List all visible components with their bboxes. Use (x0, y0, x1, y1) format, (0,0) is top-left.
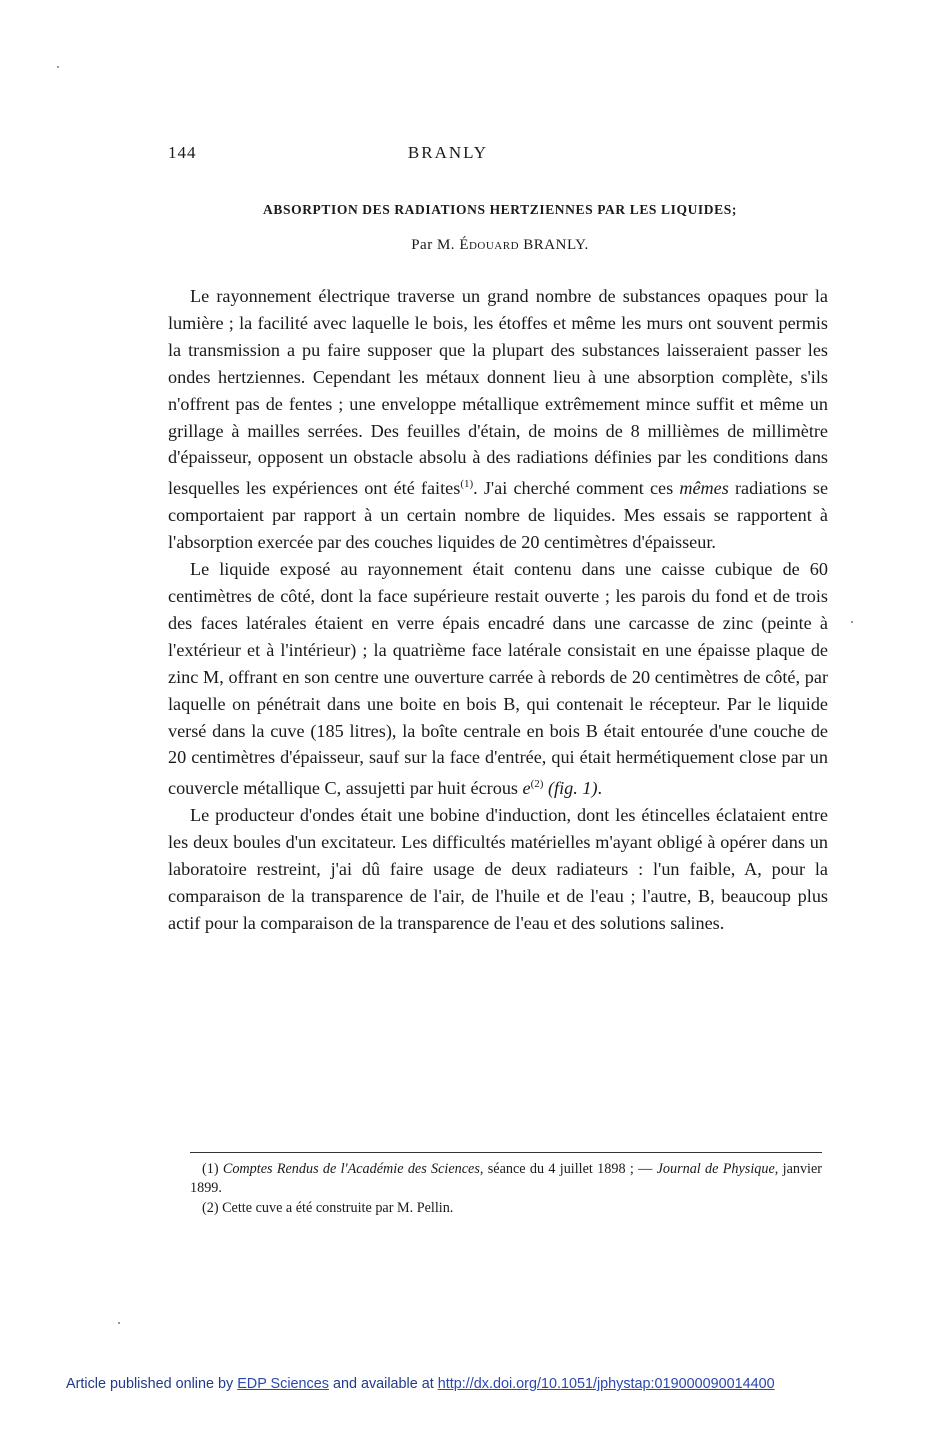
article-body (168, 283, 828, 937)
running-head-author: BRANLY (407, 143, 489, 162)
scan-speck (851, 621, 853, 623)
paragraph-2-text: Le liquide exposé au rayonnement était contenu dans une caisse cubique de 60 centimètres de côté, dont la face supérieure restait ouverte ; les parois du fond et de trois des faces latérales étaient en verre épais encadré dans une carcasse de zinc (peinte à l'extérieur et à l'intérieur) ; la quatrième face latérale consistait en une épaisse plaque de zinc M, offrant en son centre une ouverture carrée à rebords de 20 centimètres de côté, par laquelle on pénétrait dans une boite en bois B, qui contenait le récepteur. Par le liquide versé dans la cuve (185 litres), la boîte centrale en bois B était entourée d'une couche de 20 centimètres d'épaisseur, sauf sur la face d'entrée, qui était hermétiquement close par un couvercle métallique C, assujetti par huit écrous (168, 559, 828, 799)
footnote-ref-2: (2) (530, 778, 544, 791)
doi-link[interactable]: http://dx.doi.org/10.1051/jphystap:019000090014400 (437, 1376, 775, 1392)
scan-speck (118, 1322, 120, 1324)
footnote-1-journal: Journal de Physique (656, 1161, 775, 1177)
paragraph-1-text-b: . J'ai cherché comment ces (473, 478, 674, 499)
running-head (168, 143, 828, 167)
footnote-1-mid: , séance du 4 juillet 1898 ; — (479, 1161, 653, 1177)
footnote-2 (190, 1199, 822, 1218)
emphasis-memes: mêmes (679, 478, 729, 499)
footnote-2-marker: (2) (202, 1200, 219, 1216)
footnote-rule (190, 1152, 822, 1153)
footnote-1-marker: (1) (202, 1161, 219, 1177)
publisher-link[interactable]: EDP Sciences (237, 1376, 329, 1392)
paragraph-1 (168, 283, 828, 556)
footnote-ref-1: (1) (460, 478, 474, 491)
paragraph-3: Le producteur d'ondes était une bobine d'induction, dont les étincelles éclataient entre les deux boules d'un excitateur. Les difficultés matérielles m'ayant obligé à opérer dans un laboratoire restreint, j'ai dû faire usage de deux radiateurs : l'un faible, A, pour la comparaison de la transparence de l'air, de l'huile et de l'eau ; l'autre, B, beaucoup plus actif pour la comparaison de la transparence de l'eau et des solutions salines. (168, 805, 828, 933)
scan-speck (57, 66, 59, 68)
paragraph-1-text-a: Le rayonnement électrique traverse un grand nombre de substances opaques pour la lumière ; la facilité avec laquelle le bois, les étoffes et même les murs ont souvent permis la transmission a pu faire supposer que la plupart des substances laisseraient passer les ondes hertziennes. Cependant les métaux donnent lieu à une absorption complète, s'ils n'offrent pas de fentes ; une enveloppe métallique extrêmement mince suffit et même un grillage à mailles serrées. Des feuilles d'étain, de moins de 8 millièmes de millimètre d'épaisseur, opposent un obstacle absolu à des radiations définies par les conditions dans lesquelles les expériences ont été faites (168, 286, 828, 499)
byline-prefix: Par M. (411, 237, 456, 253)
paragraph-2-end: . (597, 778, 603, 799)
byline-first-name: Édouard (459, 237, 520, 253)
paragraph-1-text-c: radiations se comportaient par rapport à un certain nombre de liquides. Mes essais se rapportent à l'absorption exercée par des couches liquides de 20 centimètres d'épaisseur. (168, 478, 829, 553)
footer-prefix: Article published online by (66, 1376, 234, 1392)
footnotes (190, 1160, 822, 1218)
footnote-2-text: Cette cuve a été construite par M. Pellin. (222, 1200, 454, 1216)
byline (150, 237, 850, 254)
footnote-1-source: Comptes Rendus de l'Académie des Sciences (222, 1161, 480, 1177)
page-number: 144 (168, 143, 197, 162)
figure-ref: (fig. 1) (548, 778, 598, 799)
symbol-e: e (522, 778, 531, 799)
paragraph-2 (168, 556, 828, 802)
article-title: ABSORPTION DES RADIATIONS HERTZIENNES PAR LES LIQUIDES; (263, 202, 737, 217)
footnote-1-end: , janvier 1899. (190, 1161, 823, 1196)
publication-footer (66, 1376, 866, 1392)
footer-middle: and available at (332, 1376, 434, 1392)
byline-last-name: BRANLY. (523, 237, 589, 253)
footnote-1 (190, 1160, 822, 1197)
